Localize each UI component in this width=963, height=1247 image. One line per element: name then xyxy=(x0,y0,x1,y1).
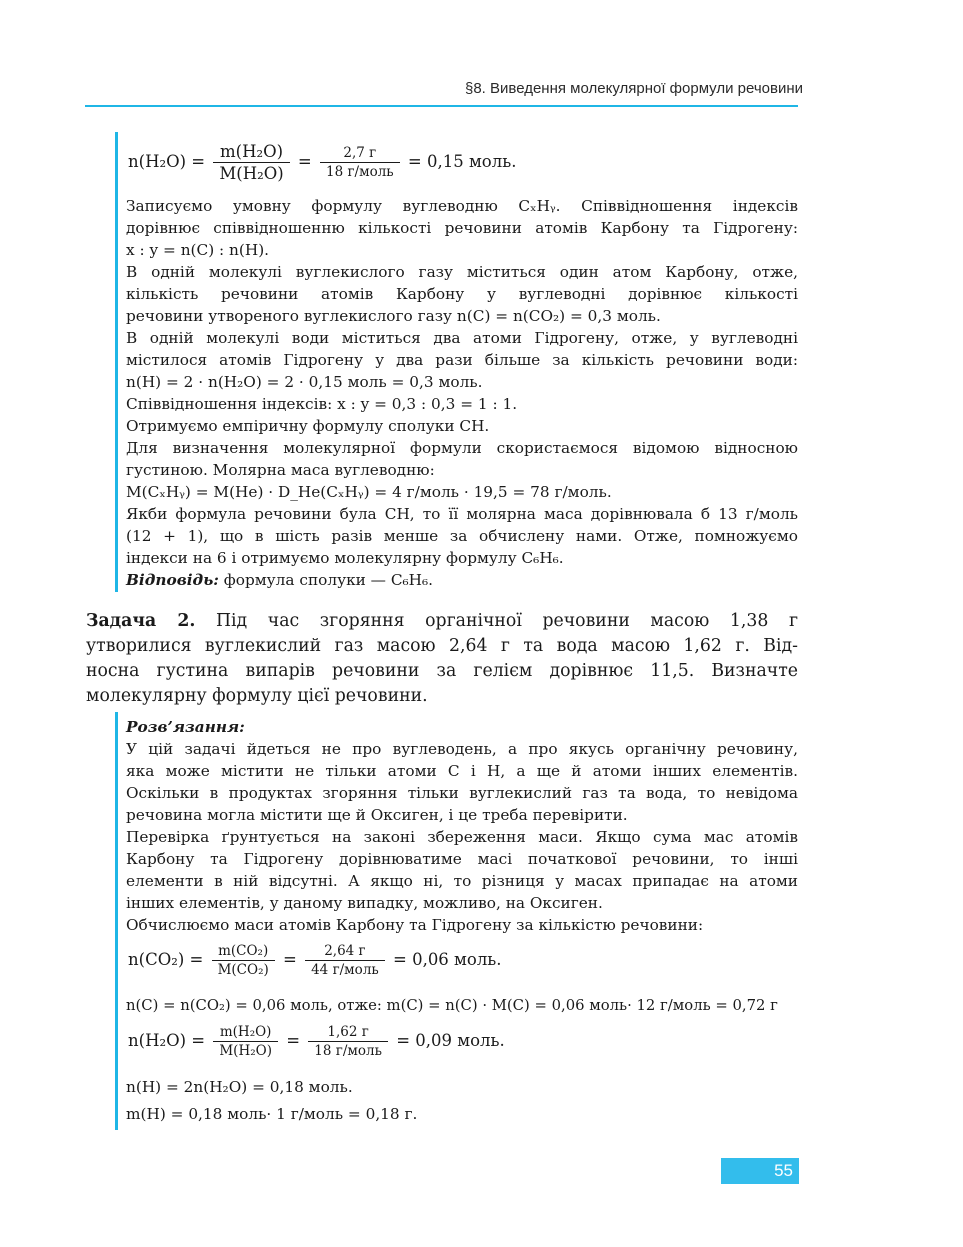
fraction-denominator: 44 г/моль xyxy=(311,962,379,978)
equals-sign: = xyxy=(283,950,297,969)
text-line: дорівнює співвідношенню кількості речовини атомів Карбону та Гідрогену: xyxy=(126,219,798,237)
header-rule xyxy=(85,105,798,107)
text-line: Перевірка ґрунтується на законі збереження маси. Якщо сума мас атомів xyxy=(126,828,798,846)
formula-n-co2 xyxy=(128,943,502,978)
fraction-numerator: 1,62 г xyxy=(308,1024,388,1042)
text-line: індекси на 6 і отримуємо молекулярну формулу C₆H₆. xyxy=(126,549,564,567)
task-2-line: молекулярну формулу цієї речовини. xyxy=(86,686,428,706)
formula-n-h2o-2 xyxy=(128,1024,505,1059)
fraction-numerator: 2,7 г xyxy=(320,145,400,163)
text-line: Співвідношення індексів: x : y = 0,3 : 0,3 = 1 : 1. xyxy=(126,395,518,413)
fraction-numerator: 2,64 г xyxy=(305,943,385,961)
solution-side-bar-2 xyxy=(115,712,118,1130)
text-line: Обчислюємо маси атомів Карбону та Гідрогену за кількістю речовини: xyxy=(126,916,704,934)
equals-sign: = xyxy=(297,152,312,171)
text-line: Отримуємо емпіричну формулу сполуки CH. xyxy=(126,417,490,435)
formula-n-h2o xyxy=(128,142,516,183)
formula-result: = 0,06 моль. xyxy=(393,950,502,969)
fraction-m-over-M xyxy=(212,943,275,978)
fraction-values xyxy=(305,943,385,978)
text-line: n(H) = 2 · n(H₂O) = 2 · 0,15 моль = 0,3 моль. xyxy=(126,373,483,391)
text-line: Для визначення молекулярної формули скористаємося відомою відносною xyxy=(126,439,798,457)
text-line: Оскільки в продуктах згоряння тільки вуглекислий газ та вода, то невідома xyxy=(126,784,798,802)
task-2-line xyxy=(86,609,798,634)
carbon-mass-line: n(C) = n(CO₂) = 0,06 моль, отже: m(C) = n(C) · M(C) = 0,06 моль· 12 г/моль = 0,72 г xyxy=(126,997,778,1014)
text-line: M(CₓHᵧ) = M(He) · D_He(CₓHᵧ) = 4 г/моль · 19,5 = 78 г/моль. xyxy=(126,483,612,501)
text-line: (12 + 1), що в шість разів менше за обчислену нами. Отже, помножуємо xyxy=(126,527,798,545)
task-2-label: Задача 2. xyxy=(86,611,196,631)
text-line: елементи в ній відсутні. А якщо ні, то різниця у масах припадає на атоми xyxy=(126,872,798,890)
page-number: 55 xyxy=(721,1158,799,1184)
fraction-m-over-M xyxy=(213,142,289,183)
text-line: густиною. Молярна маса вуглеводню: xyxy=(126,461,435,479)
task-2-line: носна густина випарів речовини за гелієм дорівнює 11,5. Визначте xyxy=(86,661,798,681)
formula-result: = 0,15 моль. xyxy=(407,152,517,171)
task-2-line: утворилися вуглекислий газ масою 2,64 г та вода масою 1,62 г. Від- xyxy=(86,636,798,656)
fraction-denominator: M(H₂O) xyxy=(219,164,284,183)
formula-lhs: n(H₂O) = xyxy=(128,1031,206,1050)
hydrogen-amount-line: n(H) = 2n(H₂O) = 0,18 моль. xyxy=(126,1078,353,1096)
fraction-values xyxy=(308,1024,388,1059)
formula-result: = 0,09 моль. xyxy=(396,1031,505,1050)
fraction-numerator: m(H₂O) xyxy=(213,142,289,163)
text-line: речовина могла містити ще й Оксиген, і це треба перевірити. xyxy=(126,806,628,824)
text-line: Якби формула речовини була CH, то її молярна маса дорівнювала б 13 г/моль xyxy=(126,505,798,523)
answer-line xyxy=(126,569,433,591)
fraction-denominator: M(CO₂) xyxy=(217,962,269,978)
equals-sign: = xyxy=(286,1031,301,1050)
solution-label: Розв’язання: xyxy=(126,718,245,736)
task-2-text: Під час згоряння органічної речовини масою 1,38 г xyxy=(195,611,798,631)
text-line: В одній молекулі вуглекислого газу міститься один атом Карбону, отже, xyxy=(126,263,798,281)
text-line: Записуємо умовну формулу вуглеводню CₓHᵧ. Співвідношення індексів xyxy=(126,197,798,215)
fraction-m-over-M xyxy=(213,1024,278,1059)
text-line: містилося атомів Гідрогену у два рази більше за кількість речовини води: xyxy=(126,351,798,369)
answer-text: формула сполуки — C₆H₆. xyxy=(218,571,434,589)
text-line: У цій задачі йдеться не про вуглеводень, а про якусь органічну речовину, xyxy=(126,740,798,758)
solution-side-bar-1 xyxy=(115,132,118,592)
text-line: x : y = n(C) : n(H). xyxy=(126,241,270,259)
text-line: яка може містити не тільки атоми C і H, а ще й атоми інших елементів. xyxy=(126,762,798,780)
fraction-numerator: m(H₂O) xyxy=(213,1024,278,1042)
text-line: кількість речовини атомів Карбону у вуглеводні дорівнює кількості xyxy=(126,285,798,303)
fraction-denominator: 18 г/моль xyxy=(314,1043,382,1059)
hydrogen-mass-line: m(H) = 0,18 моль· 1 г/моль = 0,18 г. xyxy=(126,1105,418,1123)
fraction-values xyxy=(320,145,400,180)
text-line: В одній молекулі води міститься два атоми Гідрогену, отже, у вуглеводні xyxy=(126,329,798,347)
running-header: §8. Виведення молекулярної формули речовини xyxy=(465,80,803,97)
text-line: Карбону та Гідрогену дорівнюватиме масі початкової речовини, то інші xyxy=(126,850,798,868)
text-line: речовини утвореного вуглекислого газу n(C) = n(CO₂) = 0,3 моль. xyxy=(126,307,661,325)
answer-label: Відповідь: xyxy=(126,571,219,589)
fraction-numerator: m(CO₂) xyxy=(212,943,275,961)
formula-lhs: n(CO₂) = xyxy=(128,950,204,969)
text-line: інших елементів, у даному випадку, можливо, на Оксиген. xyxy=(126,894,603,912)
fraction-denominator: M(H₂O) xyxy=(219,1043,272,1059)
formula-lhs: n(H₂O) = xyxy=(128,152,206,171)
fraction-denominator: 18 г/моль xyxy=(326,164,394,180)
